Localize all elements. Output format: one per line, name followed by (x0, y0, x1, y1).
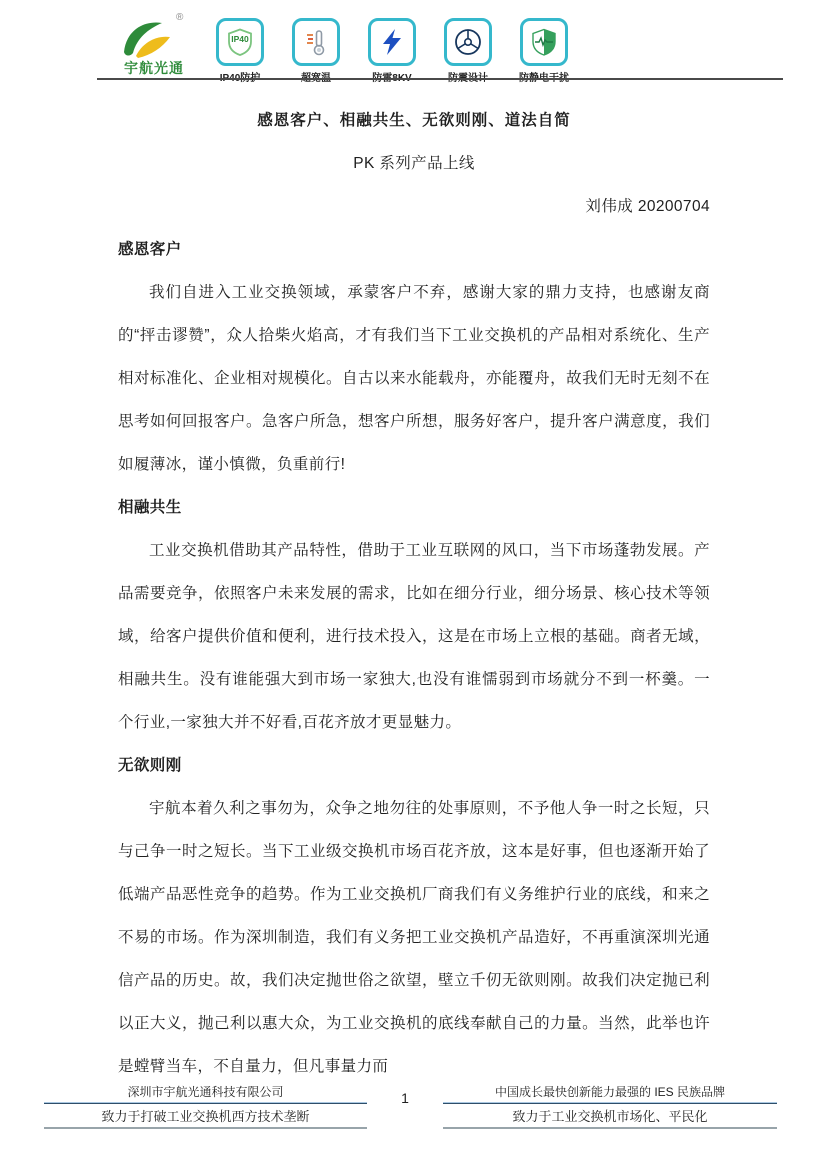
footer-left-block (44, 1083, 367, 1129)
company-logo (118, 12, 202, 78)
author-and-date: 刘伟成 20200704 (585, 198, 710, 215)
section-paragraph: 工业交换机借助其产品特性，借助于工业互联网的风口，当下市场蓬勃发展。产品需要竞争，依照客户未来发展的需求，比如在细分行业，细分场景、核心技术等领域，给客户提供价值和便利，进行技术投入，这是在市场上立根的基础。商者无域，相融共生。没有谁能强大到市场一家独大,也没有谁懦弱到市场就分不到一杯羹。一个行业,一家独大并不好看,百花齐放才更显魅力。 (118, 542, 710, 731)
badge-label: 防静电干扰 (519, 73, 569, 84)
badge-label: 超宽温 (301, 73, 331, 84)
footer-brand-claim: 中国成长最快创新能力最强的 IES 民族品牌 (494, 1085, 725, 1099)
badge-label: 防震设计 (448, 73, 488, 84)
footer-right-slogan: 致力于工业交换机市场化、平民化 (512, 1109, 708, 1124)
section-heading-coexistence: 相融共生 (118, 499, 182, 516)
brand-name: 宇航光通 (124, 60, 184, 76)
badge-anti-vibration (430, 12, 506, 84)
badge-label: 防雷8KV (372, 73, 412, 84)
badge-ip40 (202, 12, 278, 84)
footer-left-slogan: 致力于打破工业交换机西方技术垄断 (101, 1109, 310, 1124)
section-heading-no-desire: 无欲则刚 (118, 757, 182, 774)
page-header (118, 12, 582, 84)
lightning-icon (368, 18, 416, 66)
ip40-shield-icon: IP40 (216, 18, 264, 66)
section-paragraph: 宇航本着久利之事勿为，众争之地勿往的处事原则，不予他人争一时之长短，只与己争一时之短长。当下工业级交换机市场百花齐放，这本是好事，但也逐渐开始了低端产品恶性竞争的趋势。作为工业交换机厂商我们有义务维护行业的底线，和来之不易的市场。作为深圳制造，我们有义务把工业交换机产品造好，不再重演深圳光通信产品的历史。故，我们决定抛世俗之欲望，壁立千仞无欲则刚。故我们决定抛已利以正大义，抛己利以惠大众，为工业交换机的底线奉献自己的力量。当然，此举也许是螳臂当车，不自量力，但凡事量力而 (118, 800, 710, 1075)
registered-trademark: ® (176, 12, 184, 23)
badge-anti-static (506, 12, 582, 84)
thermometer-icon (292, 18, 340, 66)
document-body (118, 99, 710, 1088)
page-number: 1 (401, 1090, 409, 1106)
steering-wheel-icon (444, 18, 492, 66)
document-title: 感恩客户、相融共生、无欲则刚、道法自简 (257, 112, 571, 129)
badge-lightning-8kv (354, 12, 430, 84)
document-subtitle: PK 系列产品上线 (353, 155, 475, 172)
section-heading-thank-customers: 感恩客户 (118, 241, 182, 258)
badge-wide-temp (278, 12, 354, 84)
shield-heartbeat-icon (520, 18, 568, 66)
badge-label: IP40防护 (219, 73, 261, 84)
footer-right-block (443, 1083, 777, 1129)
section-paragraph: 我们自进入工业交换领域，承蒙客户不弃，感谢大家的鼎力支持，也感谢友商的“抨击谬赞”，众人拾柴火焰高，才有我们当下工业交换机的产品相对系统化、生产相对标准化、企业相对规模化。自古以来水能载舟，亦能覆舟，故我们无时无刻不在思考如何回报客户。急客户所急，想客户所想，服务好客户，提升客户满意度，我们如履薄冰，谨小慎微，负重前行! (118, 284, 710, 473)
header-divider (97, 78, 783, 80)
footer-company-name: 深圳市宇航光通科技有限公司 (127, 1085, 284, 1099)
